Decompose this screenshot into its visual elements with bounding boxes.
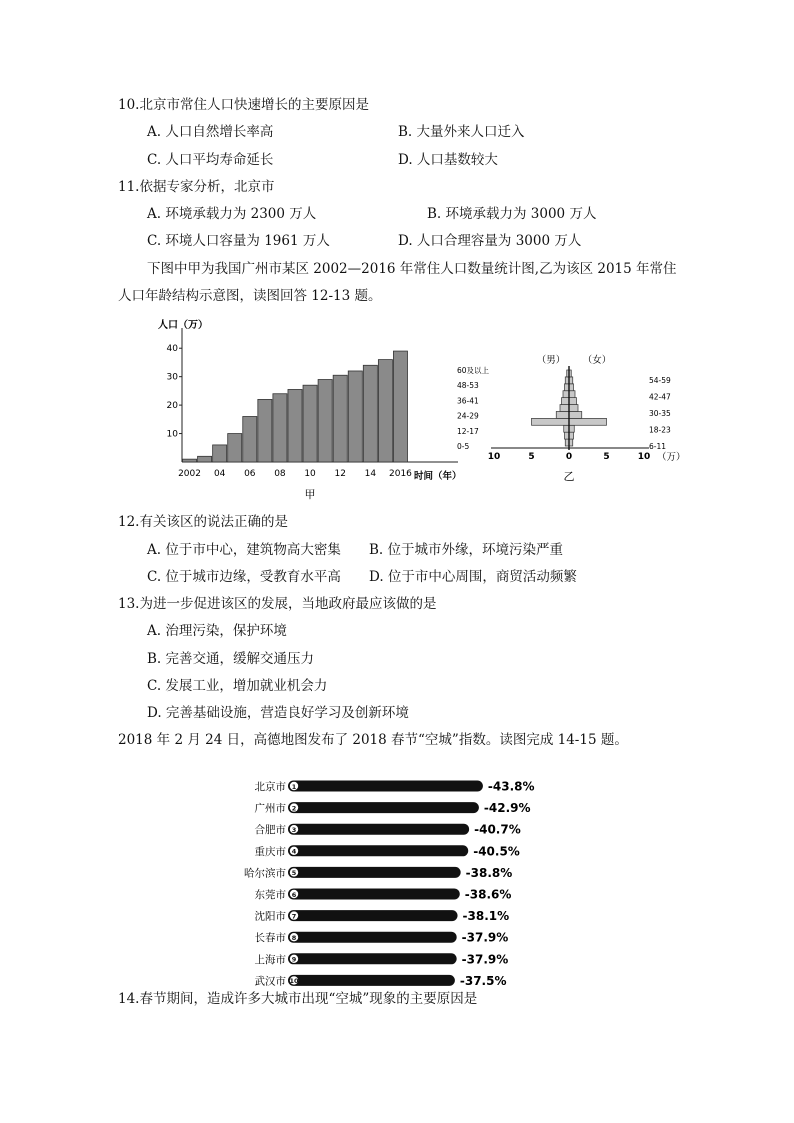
bar <box>258 399 272 462</box>
city-name: 东莞市 <box>254 889 286 901</box>
bar <box>213 445 227 462</box>
bar <box>348 371 362 462</box>
city-name: 重庆市 <box>254 845 286 858</box>
city-name: 合肥市 <box>254 824 286 837</box>
rank-number: 8 <box>291 934 297 942</box>
x-tick-label: 5 <box>528 452 535 462</box>
rank-number: 10 <box>289 977 299 986</box>
bar <box>288 389 302 462</box>
x-tick-label: 04 <box>213 469 226 479</box>
value-label: -43.8% <box>487 779 535 794</box>
city-name: 武汉市 <box>254 975 286 988</box>
female-bar <box>569 425 574 432</box>
x-tick-label: 10 <box>637 452 651 462</box>
city-name: 上海市 <box>254 953 286 966</box>
q10-stem: 10.北京市常住人口快速增长的主要原因是 <box>118 97 369 113</box>
y-tick-label: 10 <box>166 429 178 440</box>
age-label-left: 0-5 <box>457 442 470 451</box>
x-tick-label: 2016 <box>389 469 412 479</box>
city-name: 北京市 <box>254 781 286 793</box>
city-bar <box>288 953 457 964</box>
rank-number: 3 <box>291 826 297 834</box>
age-label-right: 6-11 <box>649 442 667 451</box>
q10-option-a: A. 人口自然增长率高 <box>147 124 274 140</box>
value-label: -40.5% <box>473 844 520 859</box>
y-tick-label: 30 <box>166 372 178 383</box>
age-label-left: 60及以上 <box>457 366 490 375</box>
q10-option-b: B. 大量外来人口迁入 <box>398 124 525 140</box>
y-tick-label: 40 <box>166 344 178 355</box>
q12-option-d: D. 位于市中心周围，商贸活动频繁 <box>369 569 577 585</box>
x-tick-label: 08 <box>274 469 286 479</box>
female-bar <box>569 398 577 405</box>
value-label: -38.6% <box>464 887 512 902</box>
value-label: -38.8% <box>465 865 513 880</box>
male-bar <box>532 418 570 425</box>
q13-option-b: B. 完善交通，缓解交通压力 <box>147 651 315 667</box>
city-bar <box>288 932 457 943</box>
city-bar <box>288 802 479 813</box>
intro-14-15: 2018 年 2 月 24 日，高德地图发布了 2018 春节“空城”指数。读图完成 14-15 题。 <box>118 732 628 748</box>
rank-number: 7 <box>291 912 297 921</box>
empty-city-index-chart <box>220 772 580 994</box>
city-bar <box>288 845 468 856</box>
bar <box>318 380 332 462</box>
male-label: （男） <box>536 355 566 366</box>
city-bar <box>288 867 461 878</box>
x-tick-label: 10 <box>487 452 501 462</box>
city-bar <box>288 889 460 900</box>
q12-option-a: A. 位于市中心，建筑物高大密集 <box>147 542 341 558</box>
female-bar <box>569 418 607 425</box>
city-name: 广州市 <box>254 802 286 815</box>
male-bar <box>556 411 569 418</box>
value-label: -37.9% <box>461 952 509 967</box>
bar <box>243 416 257 462</box>
q12-stem: 12.有关该区的说法正确的是 <box>118 514 288 530</box>
value-label: -37.9% <box>461 930 509 945</box>
female-bar <box>569 411 582 418</box>
male-bar <box>563 391 569 398</box>
q13-option-d: D. 完善基础设施，营造良好学习及创新环境 <box>147 705 409 721</box>
q12-option-b: B. 位于城市外缘，环境污染严重 <box>369 542 564 558</box>
male-bar <box>562 398 570 405</box>
female-bar <box>569 405 578 412</box>
rank-number: 9 <box>291 955 297 964</box>
x-tick-label: 06 <box>244 469 256 479</box>
age-label-left: 12-17 <box>457 426 479 436</box>
intro-12-13-line1: 下图中甲为我国广州市某区 2002—2016 年常住人口数量统计图,乙为该区 2015 年常住 <box>147 261 677 277</box>
unit-label: （万） <box>657 452 686 463</box>
rank-number: 1 <box>291 782 297 791</box>
city-name: 长春市 <box>254 932 286 945</box>
bar <box>183 459 197 462</box>
male-bar <box>564 425 569 432</box>
intro-12-13-line2: 人口年龄结构示意图，读图回答 12-13 题。 <box>118 288 382 304</box>
age-label-left: 36-41 <box>457 396 479 406</box>
female-label: （女） <box>582 355 612 366</box>
y-axis-label: 人口（万） <box>158 320 208 331</box>
q11-option-d: D. 人口合理容量为 3000 万人 <box>398 233 582 249</box>
female-bar <box>569 391 575 398</box>
q10-option-c: C. 人口平均寿命延长 <box>147 152 274 168</box>
bar <box>393 351 407 462</box>
rank-number: 6 <box>291 890 297 899</box>
x-axis-label: 时间（年） <box>414 471 462 482</box>
bar <box>378 360 392 462</box>
q11-option-b: B. 环境承载力为 3000 万人 <box>427 206 597 222</box>
value-label: -40.7% <box>474 822 521 837</box>
city-bar <box>288 910 458 921</box>
q11-option-c: C. 环境人口容量为 1961 万人 <box>147 233 330 249</box>
x-tick-label: 5 <box>603 452 610 462</box>
rank-number: 2 <box>291 804 297 813</box>
age-label-right: 30-35 <box>649 409 671 418</box>
x-tick-label: 2002 <box>178 469 201 479</box>
age-label-right: 42-47 <box>649 392 671 402</box>
age-label-right: 18-23 <box>649 425 671 435</box>
city-bar <box>288 824 469 835</box>
value-label: -42.9% <box>483 801 531 816</box>
population-bar-chart <box>150 312 470 502</box>
q13-stem: 13.为进一步促进该区的发展，当地政府最应该做的是 <box>118 596 437 612</box>
q10-option-d: D. 人口基数较大 <box>398 152 498 168</box>
q11-stem: 11.依据专家分析，北京市 <box>118 179 275 195</box>
q12-option-c: C. 位于城市边缘，受教育水平高 <box>147 569 341 585</box>
q13-option-c: C. 发展工业，增加就业机会力 <box>147 678 328 694</box>
value-label: -38.1% <box>462 909 510 924</box>
x-tick-label: 14 <box>364 469 377 479</box>
city-bar <box>288 975 455 986</box>
bar <box>273 394 287 462</box>
male-bar <box>560 405 569 412</box>
age-label-left: 48-53 <box>457 381 479 391</box>
chart-caption: 乙 <box>563 470 575 483</box>
q11-option-a: A. 环境承载力为 2300 万人 <box>147 206 317 222</box>
age-label-left: 24-29 <box>457 411 479 421</box>
x-tick-label: 12 <box>334 469 346 479</box>
value-label: -37.5% <box>459 973 507 988</box>
city-name: 沈阳市 <box>254 910 286 923</box>
x-tick-label: 10 <box>304 469 316 479</box>
q14-stem: 14.春节期间，造成许多大城市出现“空城”现象的主要原因是 <box>118 991 478 1007</box>
bar <box>198 456 212 462</box>
bar <box>228 434 242 462</box>
rank-number: 4 <box>291 847 297 856</box>
x-tick-label: 0 <box>565 452 573 462</box>
q13-option-a: A. 治理污染，保护环境 <box>147 623 287 639</box>
rank-number: 5 <box>291 869 297 878</box>
y-tick-label: 20 <box>166 401 178 412</box>
bar <box>363 365 377 462</box>
age-label-right: 54-59 <box>649 376 671 385</box>
chart-caption: 甲 <box>304 488 316 501</box>
age-pyramid-chart <box>455 348 695 486</box>
city-bar <box>288 781 483 792</box>
city-name: 哈尔滨市 <box>244 867 286 880</box>
bar <box>333 375 347 462</box>
bar <box>303 385 317 462</box>
